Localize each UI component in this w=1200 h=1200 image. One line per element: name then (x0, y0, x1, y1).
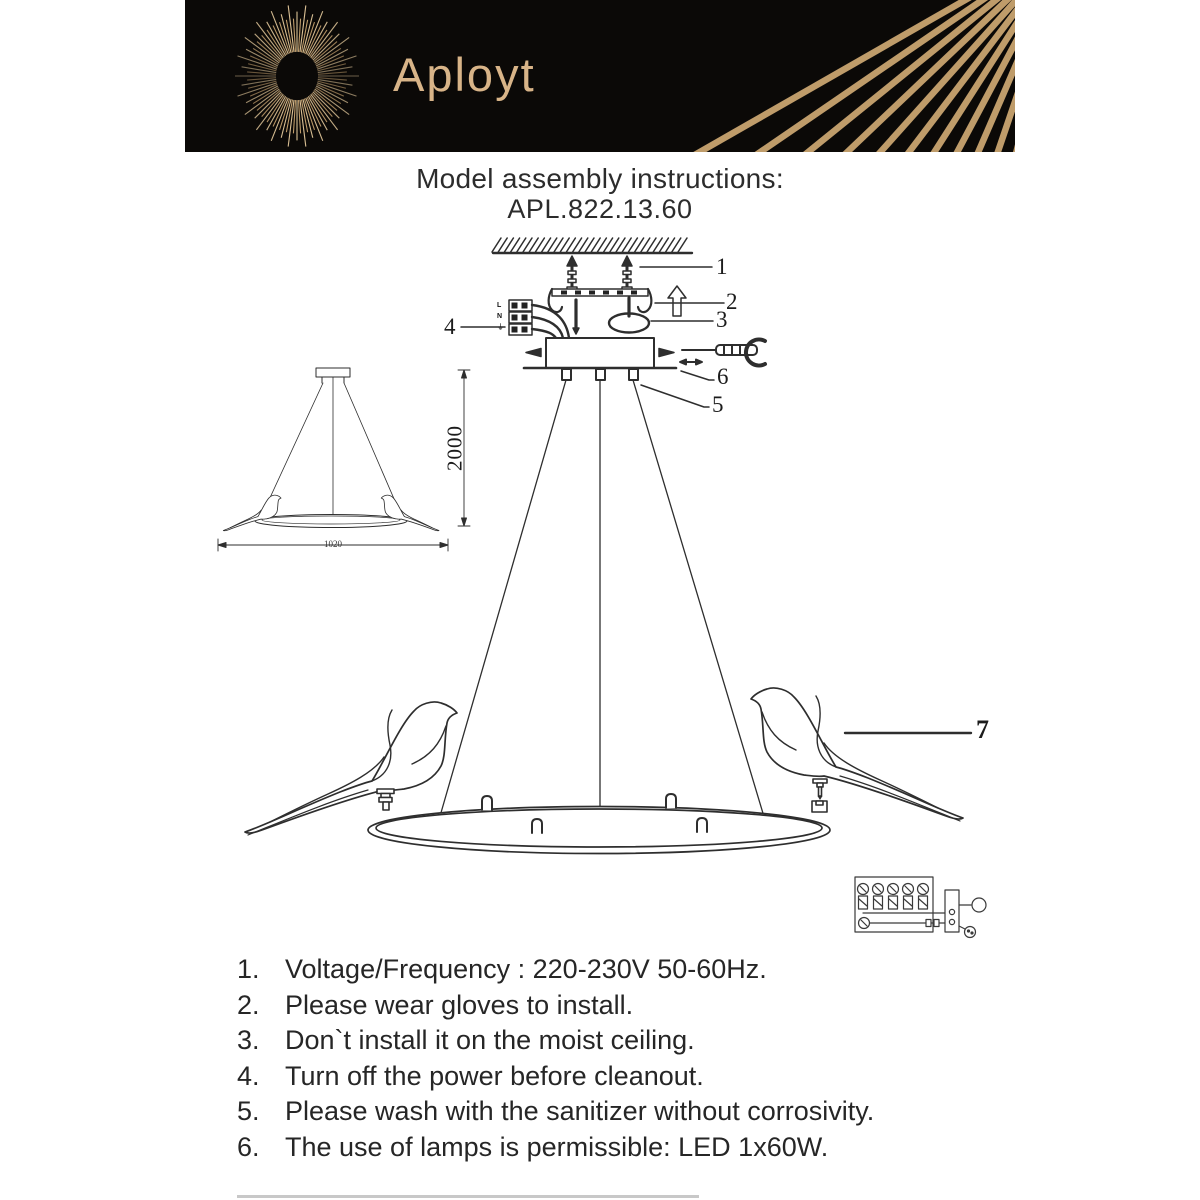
leader-5 (641, 385, 709, 407)
suspension-cables (436, 380, 768, 830)
terminal-letter-l: L (497, 302, 502, 309)
instruction-text: Please wear gloves to install. (285, 989, 634, 1020)
wiring-schematic (855, 877, 986, 938)
anchor-screws (567, 256, 632, 292)
instruction-text: The use of lamps is permissible: LED 1x60W. (285, 1131, 829, 1162)
instruction-number: 4. (237, 1060, 260, 1091)
part-label-7: 7 (976, 715, 989, 744)
leader-6 (681, 371, 714, 380)
instruction-number: 5. (237, 1096, 260, 1126)
dimension-thumbnail (218, 368, 470, 551)
instruction-item (237, 988, 1107, 1024)
instruction-text: Don`t install it on the moist ceiling. (285, 1025, 695, 1055)
instruction-item (237, 1023, 1107, 1059)
mounting-strap (549, 289, 652, 334)
part-label-3: 3 (716, 307, 728, 332)
instruction-text: Voltage/Frequency : 220-230V 50-60Hz. (285, 954, 767, 984)
scan-artifact (237, 1195, 699, 1198)
part-label-5: 5 (712, 392, 724, 417)
slide-arrow-right-icon (659, 349, 674, 357)
brand-wordmark: Aployt (393, 48, 536, 101)
terminal-block (509, 300, 569, 338)
instruction-text: Turn off the power before cleanout. (285, 1060, 704, 1091)
model-number: APL.822.13.60 (507, 194, 693, 225)
part-label-4: 4 (444, 314, 456, 339)
part-label-2: 2 (726, 289, 738, 314)
dimension-width: 1020 (324, 539, 342, 549)
bird-right-screw (812, 779, 827, 812)
instruction-number: 6. (237, 1131, 260, 1162)
ceiling-hatch (492, 238, 687, 252)
instruction-item (237, 1094, 1107, 1130)
part-label-1: 1 (716, 254, 728, 279)
part-label-6: 6 (717, 364, 729, 389)
slide-arrow-left-icon (526, 349, 541, 357)
instruction-number: 3. (237, 1025, 260, 1055)
canopy (524, 338, 676, 380)
instruction-item (237, 1059, 1107, 1095)
instruction-number: 2. (237, 989, 260, 1020)
instruction-text: Please wash with the sanitizer without corrosivity. (285, 1096, 875, 1126)
instruction-list (185, 952, 1107, 1165)
dimension-drop: 2000 (442, 425, 467, 471)
bird-right (751, 688, 963, 821)
instruction-item (237, 1130, 1107, 1166)
instruction-item (237, 952, 1107, 988)
page-title: Model assembly instructions: (416, 163, 784, 194)
terminal-letter-n: N (497, 313, 503, 320)
light-ring (368, 807, 830, 854)
terminal-letters (497, 300, 504, 333)
up-arrow-icon (668, 286, 686, 316)
screwdriver (680, 340, 765, 366)
instruction-number: 1. (237, 954, 260, 984)
terminal-letter-ground: ⏚ (497, 324, 504, 331)
